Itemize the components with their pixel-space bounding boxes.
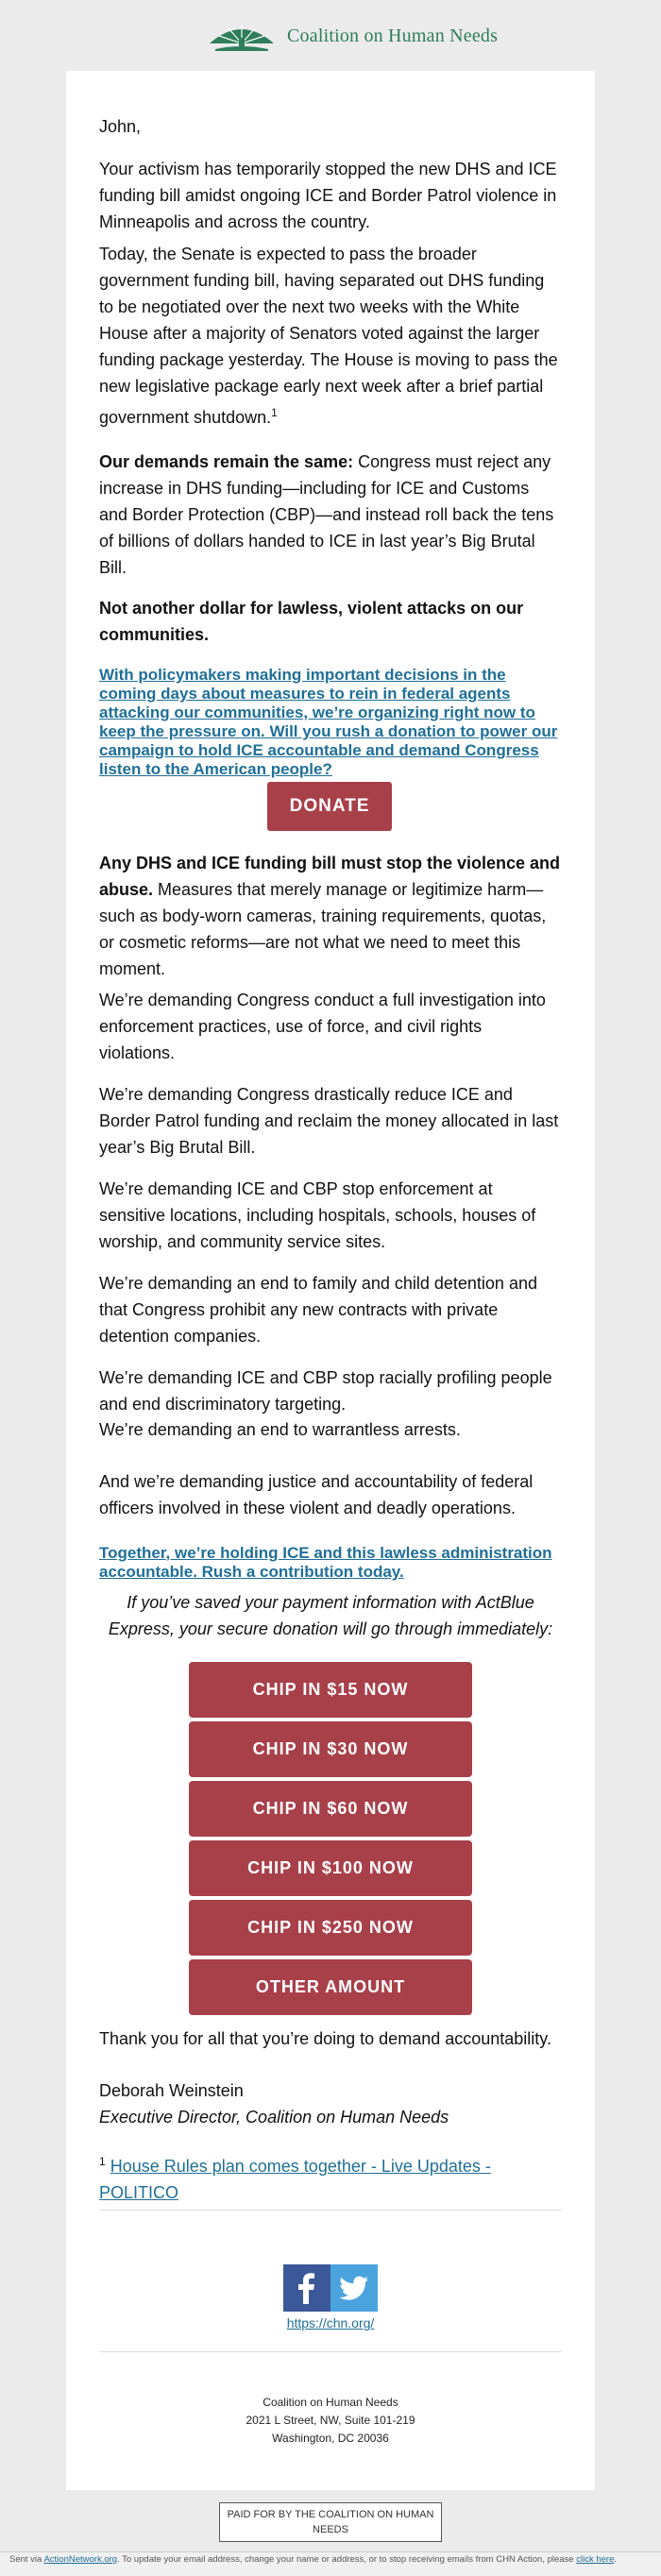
- demands-text: Congress must reject any increase in DHS funding—including for ICE and Customs and Border Protection (CBP)—and instead roll back the tens of billions of dollars handed to ICE in last year’s Big Brutal Bill.: [99, 452, 554, 577]
- paragraph-not-another-dollar: [99, 595, 562, 648]
- site-link[interactable]: https://chn.org/: [286, 2315, 375, 2330]
- bottom-text-pre: Sent via: [9, 2554, 44, 2565]
- actionnetwork-link[interactable]: ActionNetwork.org: [43, 2554, 118, 2565]
- paragraph-contribution-appeal: [99, 1544, 562, 1582]
- donation-appeal-link[interactable]: With policymakers making important decisions in the coming days about measures to rein in federal agents attacking our communities, we’re organizing right now to keep the pressure on. Will you rush a donation to power our campaign to hold ICE accountable and demand Congress listen to the American people?: [99, 666, 558, 778]
- other-amount-button[interactable]: OTHER AMOUNT: [189, 1959, 472, 2015]
- actblue-note: If you’ve saved your payment information with ActBlue Express, your secure donation will go through immediately:: [108, 1593, 553, 1638]
- not-another-dollar-text: Not another dollar for lawless, violent attacks on our communities.: [99, 599, 524, 644]
- address-line-1: Coalition on Human Needs: [263, 2396, 398, 2409]
- chip-in-250-button[interactable]: CHIP IN $250 NOW: [189, 1900, 472, 1956]
- footnote-marker: 1: [271, 406, 278, 419]
- paragraph-stop-violence: [99, 850, 562, 982]
- tree-logo-icon: [206, 19, 278, 53]
- paragraph-senate-text: Today, the Senate is expected to pass the broader government funding bill, having separated out DHS funding to be negotiated over the next two weeks with the White House after a majority of Senators voted against the larger funding package yesterday. The House is moving to pass the new legislative package early next week after a brief partial government shutdown.: [99, 245, 558, 427]
- site-link-wrap: [66, 2315, 595, 2330]
- facebook-icon[interactable]: [283, 2264, 330, 2312]
- paragraph-detention: We’re demanding an end to family and child detention and that Congress prohibit any new contracts with private detention companies.: [99, 1274, 537, 1346]
- footnote: [99, 2148, 562, 2206]
- paragraph-investigation: We’re demanding Congress conduct a full investigation into enforcement practices, use of force, and civil rights violations.: [99, 991, 546, 1062]
- contribution-link[interactable]: Together, we’re holding ICE and this lawless administration accountable. Rush a contribution today.: [99, 1544, 552, 1581]
- stop-violence-text: Measures that merely manage or legitimize harm—such as body-worn cameras, training requirements, quotas, or cosmetic reforms—are not what we need to meet this moment.: [99, 880, 547, 978]
- address-line-3: Washington, DC 20036: [272, 2432, 389, 2445]
- stop-violence-heading: Any DHS and ICE funding bill must stop the violence and abuse.: [99, 854, 561, 899]
- paragraph-accountability: And we’re demanding justice and accountability of federal officers involved in these violent and deadly operations.: [99, 1472, 534, 1517]
- address-line-2: 2021 L Street, NW, Suite 101-219: [246, 2414, 415, 2427]
- email-card: [66, 71, 595, 2490]
- chip-in-30-button[interactable]: CHIP IN $30 NOW: [189, 1721, 472, 1777]
- greeting: John,: [99, 117, 142, 136]
- org-name: Coalition on Human Needs: [287, 25, 499, 46]
- footnote-link[interactable]: House Rules plan comes together - Live Updates - POLITICO: [99, 2157, 491, 2202]
- email-header: [0, 0, 661, 68]
- org-logo[interactable]: [206, 19, 498, 53]
- chip-in-60-button[interactable]: CHIP IN $60 NOW: [189, 1781, 472, 1837]
- paragraph-reduce-funding: We’re demanding Congress drastically reduce ICE and Border Patrol funding and reclaim the money allocated in last year’s Big Brutal Bill.: [99, 1085, 559, 1157]
- footnote-number: 1: [99, 2155, 106, 2168]
- signature-name: Deborah Weinstein: [99, 2081, 244, 2100]
- unsubscribe-bar: [0, 2551, 661, 2576]
- footer-divider-bottom: [99, 2351, 562, 2352]
- paragraph-demands: [99, 449, 562, 581]
- signature-title: Executive Director, Coalition on Human Needs: [99, 2108, 449, 2127]
- paragraph-sensitive-locations: We’re demanding ICE and CBP stop enforcement at sensitive locations, including hospitals, schools, houses of worship, and community service sites.: [99, 1179, 536, 1251]
- demands-heading: Our demands remain the same:: [99, 452, 354, 471]
- footer-divider-top: [99, 2210, 562, 2211]
- paragraph-intro: Your activism has temporarily stopped the new DHS and ICE funding bill amidst ongoing ICE and Border Patrol violence in Minneapolis and across the country.: [99, 160, 557, 231]
- unsubscribe-link[interactable]: click here: [576, 2554, 615, 2565]
- paragraph-thanks: Thank you for all that you’re doing to demand accountability.: [99, 2029, 551, 2048]
- bottom-text-mid: . To update your email address, change your name or address, or to stop receiving emails from CHN Action, please: [117, 2554, 577, 2565]
- bottom-text-end: .: [614, 2554, 617, 2565]
- donate-button[interactable]: DONATE: [267, 782, 392, 831]
- paragraph-donation-appeal: [99, 666, 562, 779]
- chip-in-buttons: [189, 1662, 472, 2019]
- paid-for-disclaimer: PAID FOR BY THE COALITION ON HUMAN NEEDS: [219, 2502, 442, 2542]
- paragraph-profiling: We’re demanding ICE and CBP stop racially profiling people and end discriminatory targeting.: [99, 1368, 552, 1414]
- social-links: [283, 2264, 378, 2312]
- paragraph-warrantless: We’re demanding an end to warrantless arrests.: [99, 1420, 461, 1439]
- chip-in-15-button[interactable]: CHIP IN $15 NOW: [189, 1662, 472, 1718]
- mailing-address: [66, 2394, 595, 2448]
- paragraph-senate: [99, 241, 562, 431]
- chip-in-100-button[interactable]: CHIP IN $100 NOW: [189, 1840, 472, 1896]
- twitter-icon[interactable]: [330, 2264, 378, 2312]
